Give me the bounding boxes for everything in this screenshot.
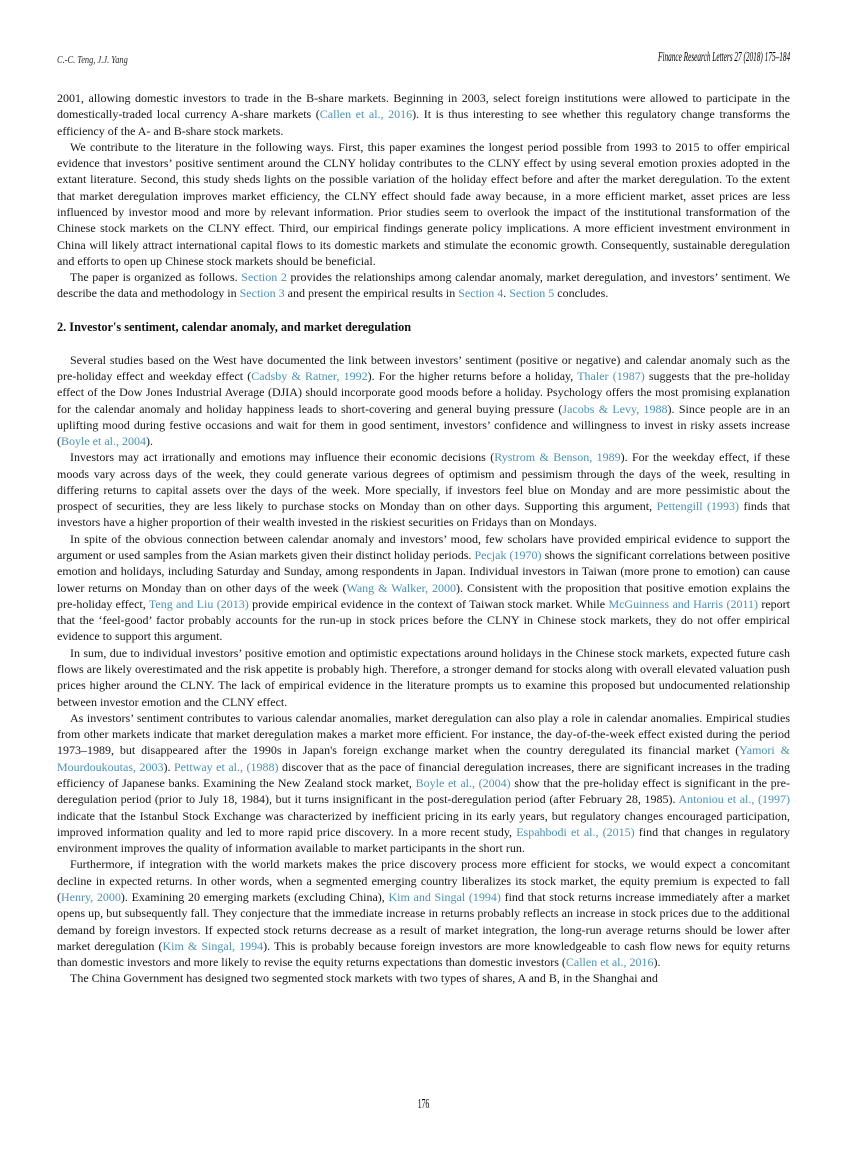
- citation-link[interactable]: Kim and Singal (1994): [388, 889, 501, 904]
- paragraph: [57, 856, 790, 970]
- text-run: find that stock returns increase immediately after a market opens up, but subsequently fall. They conjecture that the immediate increase in returns probably reflects an increase in stock prices due to the additional demand by foreign investors. If expected stock returns decrease as a result of market integration, the long-run average returns should be lower after market deregulation (: [57, 889, 790, 953]
- citation-link[interactable]: Yamori & Mourdoukoutas, 2003: [57, 743, 790, 774]
- text-run: indicate that the Istanbul Stock Exchange was characterized by inefficient pricing in its early years, but regulatory changes encouraged participation, improved information quality and led to more rapid price discovery. In a more recent study,: [57, 808, 790, 839]
- text-run: The China Government has designed two segmented stock markets with two types of shares, A and B, in the Shanghai and: [70, 971, 658, 986]
- text-run: ).: [653, 955, 661, 970]
- text-run: find that changes in regulatory environment improves the quality of information available to market participants in the short run.: [57, 824, 790, 856]
- text-run: ).: [163, 759, 174, 774]
- citation-link[interactable]: Thaler (1987): [577, 368, 645, 383]
- page-content: [57, 50, 790, 987]
- citation-link[interactable]: Antoniou et al., (1997): [678, 792, 790, 807]
- text-run: ). It is thus interesting to see whether this regulatory change transforms the efficiency of the A- and B-share stock markets.: [57, 107, 791, 138]
- citation-link[interactable]: Rystrom & Benson, 1989: [494, 450, 621, 465]
- running-head: [57, 50, 790, 66]
- section-heading: 2. Investor's sentiment, calendar anomaly, and market deregulation: [57, 319, 412, 334]
- paragraph: [57, 139, 790, 269]
- paragraph: [57, 352, 790, 450]
- text-run: In sum, due to individual investors’ positive emotion and optimistic expectations around holidays in the Chinese stock markets, expected future cash flows are likely overestimated and the risk appetite is probably high. Therefore, a stronger demand for stocks along with overall elevated valuation push prices higher around the CLNY. The lack of empirical evidence in the literature prompts us to examine this proposed but undocumented relationship between investor emotion and the CLNY effect.: [57, 645, 790, 709]
- text-run: .: [503, 286, 510, 301]
- citation-link[interactable]: Boyle et al., 2004: [61, 434, 146, 449]
- citation-link[interactable]: Callen et al., 2016: [319, 107, 413, 122]
- citation-link[interactable]: McGuinness and Harris (2011): [608, 596, 758, 611]
- paragraph: [57, 269, 790, 302]
- paragraph: [57, 970, 790, 986]
- page-footer: [0, 1095, 846, 1113]
- citation-link[interactable]: Callen et al., 2016: [565, 955, 654, 970]
- text-run: ). Examining 20 emerging markets (excluding China),: [120, 889, 389, 904]
- text-run: ). Since people are in an uplifting mood during festive occasions and wait for them in good sentiment, investors’ confidence and willingness to invest in risky assets increase (: [57, 401, 791, 449]
- running-head-journal: Finance Research Letters 27 (2018) 175–184: [657, 50, 790, 65]
- citation-link[interactable]: Henry, 2000: [61, 889, 121, 904]
- text-run: ). For the higher returns before a holiday,: [367, 368, 578, 383]
- text-run: provide empirical evidence in the context of Taiwan stock market. While: [248, 596, 609, 611]
- section-link[interactable]: Section 5: [509, 286, 555, 301]
- paragraph: [57, 531, 790, 645]
- section-link[interactable]: Section 4: [458, 286, 504, 301]
- citation-link[interactable]: Wang & Walker, 2000: [346, 580, 457, 595]
- citation-link[interactable]: Boyle et al., (2004): [415, 775, 511, 790]
- paragraph: [57, 710, 790, 857]
- section-link[interactable]: Section 2: [241, 270, 287, 285]
- text-run: Furthermore, if integration with the world markets makes the price discovery process more efficient for stocks, we would expect a concomitant decline in expected returns. In other words, when a segmented emerging country liberalizes its stock market, the equity premium is expected to fall (: [57, 857, 790, 904]
- text-run: suggests that the pre-holiday effect of the Dow Jones Industrial Average (DJIA) should incorporate good moods before a holiday. Psychology offers the most promising explanation for the calendar anomaly and holiday happiness leads to short-covering and general buying pressure (: [57, 368, 790, 416]
- text-run: The paper is organized as follows.: [70, 270, 242, 285]
- text-run: ). Consistent with the proposition that positive emotion explains the pre-holiday effect,: [57, 580, 790, 611]
- paragraph: [57, 645, 790, 710]
- text-run: Investors may act irrationally and emotions may influence their economic decisions (: [70, 450, 495, 465]
- text-run: show that the pre-holiday effect is significant in the pre-deregulation period (prior to July 18, 1984), but it turns insignificant in the post-deregulation period (after February 28, 1985).: [57, 775, 790, 807]
- text-run: ).: [145, 434, 153, 449]
- text-run: concludes.: [554, 286, 609, 301]
- article-body: [57, 90, 790, 987]
- citation-link[interactable]: Teng and Liu (2013): [148, 596, 249, 611]
- page-number: 176: [417, 1097, 429, 1112]
- text-run: report that the ‘feel-good’ factor probably accounts for the run-up in stock prices before the CLNY in Chinese stock markets, they do not offer empirical evidence to support this argument.: [57, 596, 790, 644]
- paragraph: [57, 90, 790, 139]
- text-run: 2001, allowing domestic investors to trade in the B-share markets. Beginning in 2003, select foreign institutions were allowed to participate in the domestically-traded local currency A-share markets (: [57, 91, 790, 122]
- text-run: ). This is probably because foreign investors are more knowledgeable to cash flow news for equity returns than domestic investors and more likely to revise the equity returns expectations than domestic investors (: [57, 938, 791, 970]
- text-run: and present the empirical results in: [284, 286, 459, 301]
- text-run: discover that as the pace of financial deregulation increases, there are significant increases in the trading efficiency of Japanese banks. Examining the New Zealand stock market,: [57, 759, 790, 790]
- section-link[interactable]: Section 3: [239, 286, 285, 301]
- text-run: We contribute to the literature in the following ways. First, this paper examines the longest period possible from 1993 to 2015 to offer empirical evidence that investors’ positive sentiment around the CLNY holiday contributes to the CLNY effect by using several emotion proxies adopted in the extant literature. Second, this study sheds lights on the possible variation of the holiday effect before and after the market deregulation. To the extent that market deregulation improves market efficiency, the CLNY effect should fade away because, in a more efficient market, asset prices are less influenced by investor mood and more by relevant information. Prior studies seem to overlook the impact of the institutional transformation of the Chinese stock markets on the CLNY effect. Third, our empirical findings generate policy implications. A more efficient investment environment in China will likely attract international capital flows to its domestic markets and stimulate the economic growth. Consequently, sustainable deregulation and efforts to open up Chinese stock markets should be beneficial.: [57, 139, 790, 268]
- text-run: shows the significant correlations between positive emotion and holidays, including Saturday and Sunday, among respondents in Japan. Individual investors in Taiwan (more prone to emotion) can cause lower returns on Monday than on other days of the week (: [57, 548, 790, 595]
- text-run: finds that investors have a higher proportion of their wealth invested in the riskiest securities on Fridays than on Mondays.: [57, 499, 790, 530]
- citation-link[interactable]: Kim & Singal, 1994: [162, 938, 264, 953]
- citation-link[interactable]: Pettengill (1993): [656, 499, 740, 514]
- running-head-authors: C.-C. Teng, J.J. Yang: [57, 55, 128, 66]
- text-run: In spite of the obvious connection between calendar anomaly and investors’ mood, few scholars have provided empirical evidence to support the argument or used samples from the Asian markets given their distinct holiday periods.: [57, 531, 790, 563]
- text-run: provides the relationships among calendar anomaly, market deregulation, and investors’ sentiment. We describe the data and methodology in: [57, 270, 790, 301]
- text-run: As investors’ sentiment contributes to various calendar anomalies, market deregulation can also play a role in calendar anomalies. Empirical studies from other markets indicate that market deregulation makes a market more efficient. For instance, the day-of-the-week effect existed during the period 1973–1989, but disappeared after the 1990s in Japan's foreign exchange market when the country deregulated its financial market (: [57, 710, 790, 758]
- citation-link[interactable]: Pettway et al., (1988): [174, 759, 279, 774]
- text-run: Several studies based on the West have documented the link between investors’ sentiment (positive or negative) and calendar anomaly such as the pre-holiday effect and weekday effect (: [57, 352, 790, 383]
- citation-link[interactable]: Cadsby & Ratner, 1992: [251, 368, 368, 383]
- text-run: ). For the weekday effect, if these moods vary across days of the week, they could generate various degrees of optimism and pessimism through the days of the week, resulting in differing returns to capital assets over the days of the week. More specially, if investors feel blue on Monday and are more pessimistic about the prospect of securities, they are less likely to purchase stocks on Monday than on other days. Supporting this argument,: [57, 450, 791, 514]
- paragraph: [57, 449, 790, 530]
- citation-link[interactable]: Pecjak (1970): [474, 548, 542, 563]
- citation-link[interactable]: Jacobs & Levy, 1988: [562, 401, 668, 416]
- citation-link[interactable]: Espahbodi et al., (2015): [516, 824, 635, 839]
